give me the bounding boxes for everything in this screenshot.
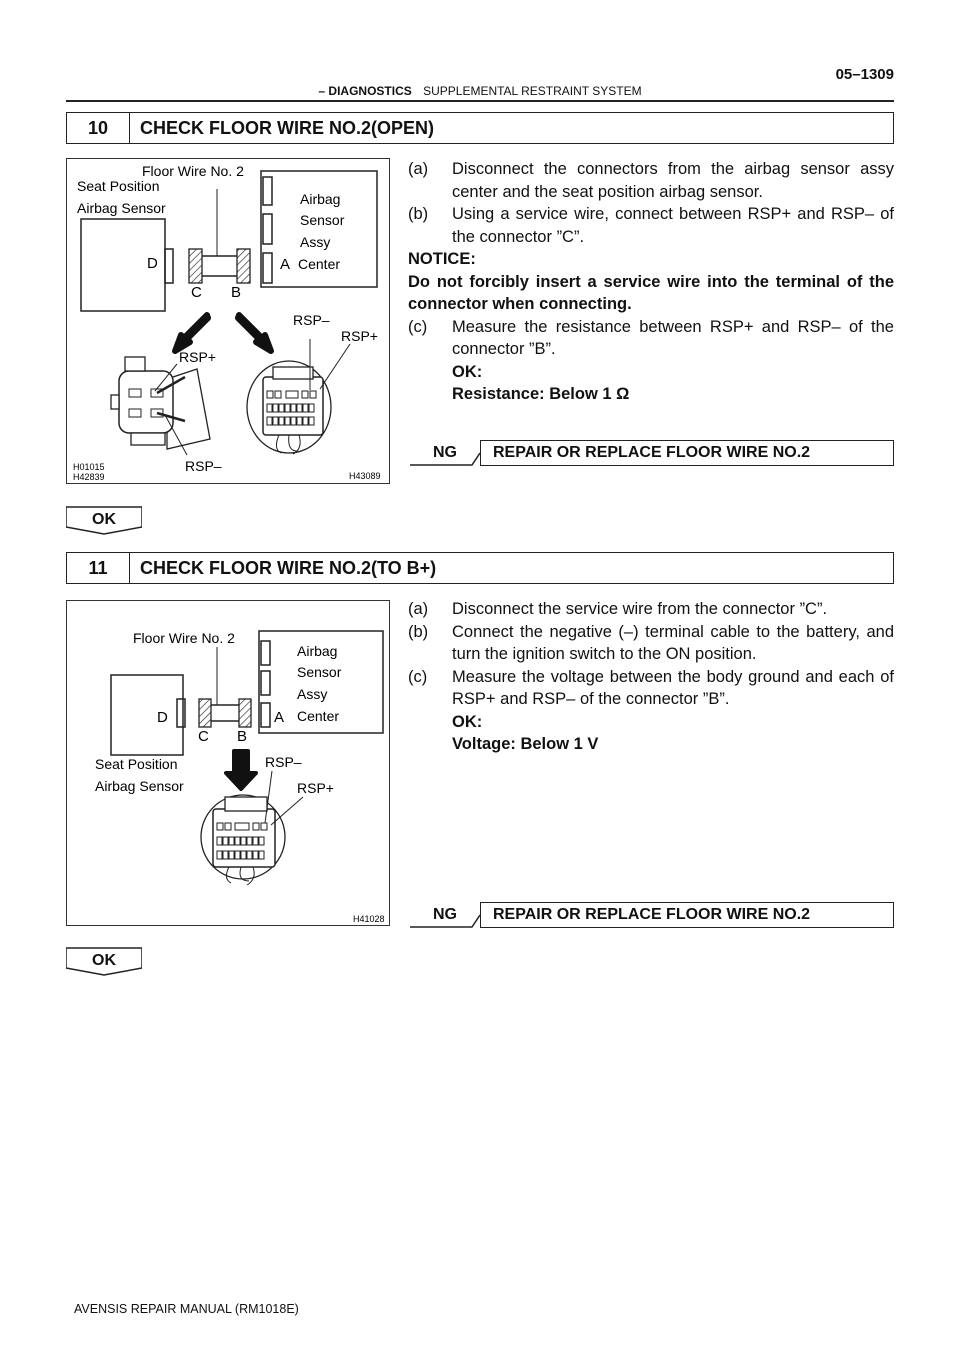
svg-text:Sensor: Sensor [300,212,345,228]
svg-text:RSP–: RSP– [185,458,222,474]
notice-title: NOTICE: [408,250,476,268]
connector-b [239,699,251,727]
connector-c-face [119,371,173,433]
notice-text: Do not forcibly insert a service wire into the terminal of the connector when connecting. [408,272,894,313]
connector-b [237,249,250,283]
step-10-figure [66,158,390,484]
svg-text:RSP+: RSP+ [341,328,378,344]
step-11-ng-result [410,902,894,928]
step-title: CHECK FLOOR WIRE NO.2(OPEN) [140,117,435,138]
step-10-header [66,112,894,144]
step-11-instructions: (a) Disconnect the service wire from the connector ”C”. (b) Connect the negative (–) terminal cable to the battery, and turn the ignition switch to the ON position. (c) Measure the voltage between the body ground and each of RSP+ and RSP– of the connector ”B”. OK: Voltage: Below 1 V [408,598,894,756]
seat-sensor-box [111,675,183,755]
ng-label: NG [433,444,457,461]
svg-text:Center: Center [297,708,340,724]
floor-wire-label: Floor Wire No. 2 [133,630,235,646]
svg-text:Airbag: Airbag [300,191,341,207]
step-number: 10 [67,113,130,143]
svg-text:RSP+: RSP+ [297,780,334,796]
step-10-instructions: (a) Disconnect the connectors from the airbag sensor assy center and the seat position airbag sensor. (b) Using a service wire, connect between RSP+ and RSP– of the connector ”C”. NOTICE: Do not forcibly insert a service wire into the terminal of the connector when connecting. (c) Measure the resistance between RSP+ and RSP– of the connector ”B”. OK: Resistance: Below 1 Ω [408,158,894,406]
svg-text:D: D [147,255,158,272]
step-title: CHECK FLOOR WIRE NO.2(TO B+) [140,557,437,578]
step-11-diagram [67,601,389,925]
svg-text:Seat Position: Seat Position [95,756,178,772]
svg-text:B: B [231,284,242,301]
arrow-down-right-icon [238,315,271,351]
svg-text:H43089: H43089 [349,471,381,481]
svg-text:A: A [280,256,291,273]
page-number: 05–1309 [835,66,894,83]
svg-text:Assy: Assy [300,234,331,250]
connector-c [189,249,202,283]
header-section: – DIAGNOSTICS [318,84,412,98]
step-number: 11 [67,553,130,583]
svg-text:RSP–: RSP– [265,754,302,770]
svg-text:Sensor: Sensor [297,664,342,680]
step-11-ok-tag: OK [66,946,142,976]
svg-text:Assy: Assy [297,686,328,702]
step-11-header [66,552,894,584]
step-10-ng-result [410,440,894,466]
svg-text:C: C [191,284,202,301]
step-10-ok-tag: OK [66,505,142,535]
connector-c [199,699,211,727]
arrow-down-icon [226,751,256,789]
svg-text:Airbag Sensor: Airbag Sensor [77,200,166,216]
svg-text:D: D [157,709,168,726]
svg-text:A: A [274,709,285,726]
svg-text:B: B [237,728,248,745]
svg-text:Seat Position: Seat Position [77,178,160,194]
step-10-diagram [67,159,389,483]
svg-text:H42839: H42839 [73,472,105,482]
spec-value: Resistance: Below 1 Ω [452,385,630,403]
running-header [0,84,960,98]
svg-text:RSP–: RSP– [293,312,330,328]
svg-text:H41028: H41028 [353,914,385,924]
ng-action: REPAIR OR REPLACE FLOOR WIRE NO.2 [480,902,894,928]
svg-text:H01015: H01015 [73,462,105,472]
svg-text:Center: Center [298,256,341,272]
header-subsection: SUPPLEMENTAL RESTRAINT SYSTEM [423,84,642,98]
header-rule [66,100,894,102]
svg-text:C: C [198,728,209,745]
ng-label: NG [433,906,457,923]
floor-wire-label: Floor Wire No. 2 [142,163,244,179]
arrow-down-left-icon [175,315,208,351]
svg-text:Airbag Sensor: Airbag Sensor [95,778,184,794]
ng-action: REPAIR OR REPLACE FLOOR WIRE NO.2 [480,440,894,466]
manual-footer: AVENSIS REPAIR MANUAL (RM1018E) [74,1302,299,1316]
svg-text:Airbag: Airbag [297,643,338,659]
svg-text:RSP+: RSP+ [179,349,216,365]
step-11-figure [66,600,390,926]
spec-value: Voltage: Below 1 V [452,735,599,753]
